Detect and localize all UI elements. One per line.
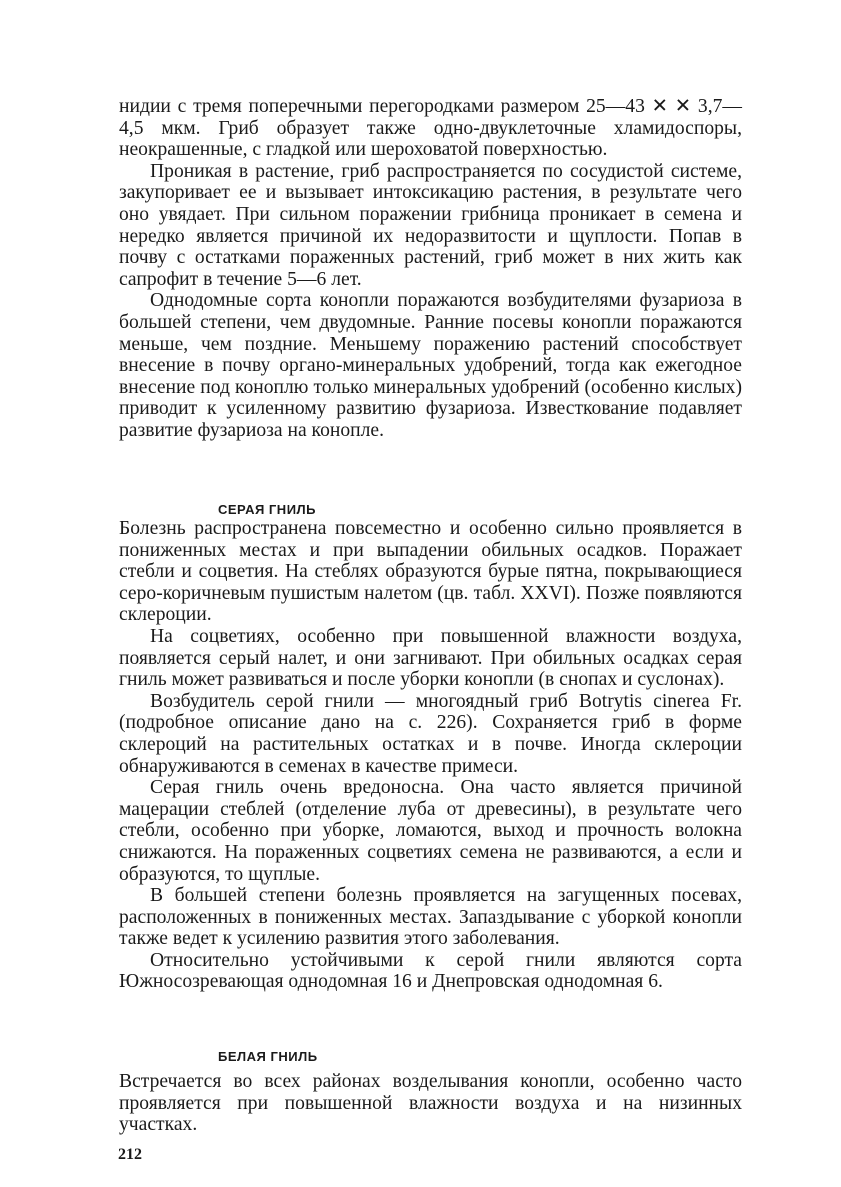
page-number: 212 bbox=[118, 1146, 142, 1163]
paragraph: Относительно устойчивыми к серой гнили являются сорта Южносозревающая однодомная 16 и Днепровская однодомная 6. bbox=[119, 949, 742, 993]
paragraph: Встречается во всех районах возделывания конопли, особенно часто проявляется при повышенной влажности воздуха и на низинных участках. bbox=[119, 1071, 742, 1136]
paragraph: На соцветиях, особенно при повышенной влажности воздуха, появляется серый налет, и они загнивают. При обильных осадках серая гниль может развиваться и после уборки конопли (в снопах и суслонах). bbox=[119, 625, 742, 691]
fusarium-continuation bbox=[119, 96, 742, 442]
paragraph: Однодомные сорта конопли поражаются возбудителями фузариоза в большей степени, чем двудомные. Ранние посевы конопли поражаются меньше, чем поздние. Меньшему поражению растений способствует внесение в почву органо-минеральных удобрений, тогда как ежегодное внесение под коноплю только минеральных удобрений (особенно кислых) приводит к усиленному развитию фузариоза. Известкование подавляет развитие фузариоза на конопле. bbox=[119, 290, 742, 441]
paragraph: Проникая в растение, гриб распространяется по сосудистой системе, закупоривает ее и вызывает интоксикацию растения, в результате чего оно увядает. При сильном поражении грибница проникает в семена и нередко является причиной их недоразвитости и щуплости. Попав в почву с остатками пораженных растений, гриб может в них жить как сапрофит в течение 5—6 лет. bbox=[119, 160, 742, 290]
paragraph: Болезнь распространена повсеместно и особенно сильно проявляется в пониженных местах и при выпадении обильных осадков. Поражает стебли и соцветия. На стеблях образуются бурые пятна, покрывающиеся серо-коричневым пушистым налетом (цв. табл. XXVI). Позже появляются склероции. bbox=[119, 518, 742, 626]
paragraph: В большей степени болезнь проявляется на загущенных посевах, расположенных в пониженных местах. Запаздывание с уборкой конопли также ведет к усилению развития этого заболевания. bbox=[119, 885, 742, 950]
gray-rot-section bbox=[119, 518, 742, 993]
paragraph: нидии с тремя поперечными перегородками размером 25—43 ✕ ✕ 3,7—4,5 мкм. Гриб образует также одно-двуклеточные хламидоспоры, неокрашенные, с гладкой или шероховатой поверхностью. bbox=[119, 96, 742, 161]
paragraph: Возбудитель серой гнили — многоядный гриб Botrytis cinerea Fr. (подробное описание дано на с. 226). Сохраняется гриб в форме склероций на растительных остатках и в почве. Иногда склероции обнаруживаются в семенах в качестве примеси. bbox=[119, 690, 742, 777]
section-heading-white-rot: БЕЛАЯ ГНИЛЬ bbox=[218, 1049, 318, 1064]
paragraph: Серая гниль очень вредоносна. Она часто является причиной мацерации стеблей (отделение луба от древесины), в результате чего стебли, особенно при уборке, ломаются, выход и прочность волокна снижаются. На пораженных соцветиях семена не развиваются, а если и образуются, то щуплые. bbox=[119, 777, 742, 885]
section-heading-gray-rot: СЕРАЯ ГНИЛЬ bbox=[218, 502, 316, 517]
white-rot-section bbox=[119, 1071, 742, 1136]
